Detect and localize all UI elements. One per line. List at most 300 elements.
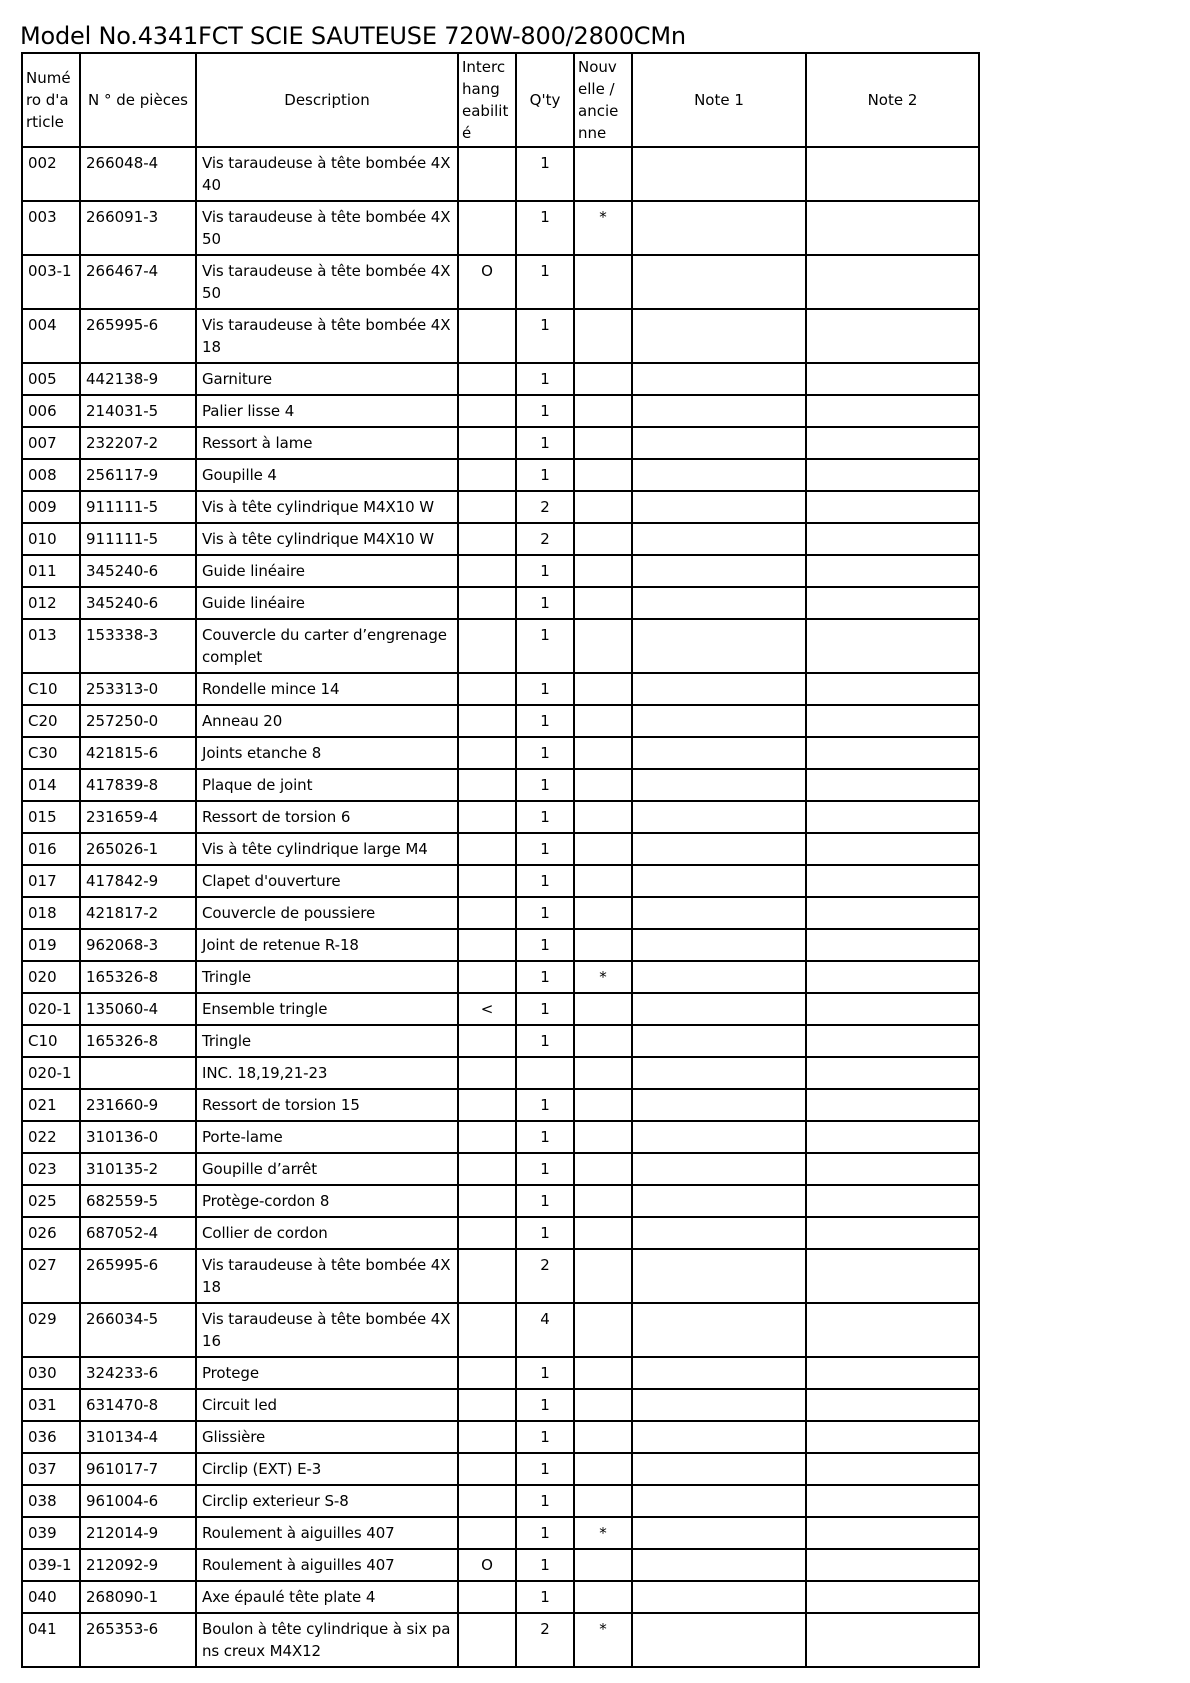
description-cell: Guide linéaire xyxy=(196,555,458,587)
part-number-cell: 310135-2 xyxy=(80,1153,196,1185)
description-cell: Couvercle de poussiere xyxy=(196,897,458,929)
note-2-cell xyxy=(806,255,979,309)
table-row xyxy=(22,1217,979,1249)
table-row xyxy=(22,1453,979,1485)
note-2-cell xyxy=(806,309,979,363)
part-number-cell: 421815-6 xyxy=(80,737,196,769)
part-number-cell: 268090-1 xyxy=(80,1581,196,1613)
note-1-cell xyxy=(632,1453,806,1485)
note-1-cell xyxy=(632,395,806,427)
item-number-cell: 003 xyxy=(22,201,80,255)
note-1-cell xyxy=(632,587,806,619)
note-1-cell xyxy=(632,201,806,255)
item-number-cell: 041 xyxy=(22,1613,80,1667)
note-1-cell xyxy=(632,427,806,459)
note-1-cell xyxy=(632,929,806,961)
part-number-cell: 962068-3 xyxy=(80,929,196,961)
note-2-cell xyxy=(806,1357,979,1389)
part-number-cell: 345240-6 xyxy=(80,555,196,587)
quantity-cell: 2 xyxy=(516,523,574,555)
description-cell: Circlip (EXT) E-3 xyxy=(196,1453,458,1485)
quantity-cell: 1 xyxy=(516,1581,574,1613)
note-1-cell xyxy=(632,619,806,673)
note-2-cell xyxy=(806,1517,979,1549)
parts-table xyxy=(21,52,980,1668)
interchangeability-cell xyxy=(458,523,516,555)
note-2-cell xyxy=(806,865,979,897)
note-1-cell xyxy=(632,897,806,929)
description-cell: Vis taraudeuse à tête bombée 4X 18 xyxy=(196,309,458,363)
note-1-cell xyxy=(632,1303,806,1357)
part-number-cell: 135060-4 xyxy=(80,993,196,1025)
note-1-cell xyxy=(632,459,806,491)
table-row xyxy=(22,1613,979,1667)
interchangeability-cell: O xyxy=(458,1549,516,1581)
quantity-cell: 1 xyxy=(516,1517,574,1549)
quantity-cell: 1 xyxy=(516,865,574,897)
note-1-cell xyxy=(632,1485,806,1517)
description-cell: Glissière xyxy=(196,1421,458,1453)
note-1-cell xyxy=(632,1249,806,1303)
part-number-cell: 961004-6 xyxy=(80,1485,196,1517)
description-cell: Anneau 20 xyxy=(196,705,458,737)
note-2-cell xyxy=(806,587,979,619)
item-number-cell: 023 xyxy=(22,1153,80,1185)
description-cell: Vis à tête cylindrique M4X10 W xyxy=(196,491,458,523)
table-row xyxy=(22,619,979,673)
table-row xyxy=(22,363,979,395)
table-row xyxy=(22,1421,979,1453)
new-old-cell xyxy=(574,1185,632,1217)
item-number-cell: 030 xyxy=(22,1357,80,1389)
item-number-cell: 007 xyxy=(22,427,80,459)
note-2-cell xyxy=(806,673,979,705)
description-cell: INC. 18,19,21-23 xyxy=(196,1057,458,1089)
item-number-cell: 039 xyxy=(22,1517,80,1549)
header-new-old: Nouv elle / ancie nne xyxy=(574,53,632,147)
table-row xyxy=(22,1389,979,1421)
note-1-cell xyxy=(632,1025,806,1057)
table-row xyxy=(22,993,979,1025)
new-old-cell: * xyxy=(574,1613,632,1667)
new-old-cell xyxy=(574,363,632,395)
new-old-cell xyxy=(574,587,632,619)
note-1-cell xyxy=(632,255,806,309)
part-number-cell: 682559-5 xyxy=(80,1185,196,1217)
item-number-cell: C10 xyxy=(22,1025,80,1057)
new-old-cell xyxy=(574,737,632,769)
table-row xyxy=(22,737,979,769)
quantity-cell: 1 xyxy=(516,801,574,833)
quantity-cell: 1 xyxy=(516,147,574,201)
note-2-cell xyxy=(806,1089,979,1121)
part-number-cell: 417842-9 xyxy=(80,865,196,897)
note-1-cell xyxy=(632,309,806,363)
table-row xyxy=(22,309,979,363)
note-1-cell xyxy=(632,769,806,801)
header-note-2: Note 2 xyxy=(806,53,979,147)
new-old-cell xyxy=(574,1249,632,1303)
interchangeability-cell xyxy=(458,929,516,961)
interchangeability-cell xyxy=(458,587,516,619)
note-2-cell xyxy=(806,523,979,555)
note-1-cell xyxy=(632,363,806,395)
new-old-cell xyxy=(574,1485,632,1517)
interchangeability-cell xyxy=(458,1025,516,1057)
note-2-cell xyxy=(806,961,979,993)
note-2-cell xyxy=(806,1121,979,1153)
part-number-cell: 266467-4 xyxy=(80,255,196,309)
table-row xyxy=(22,833,979,865)
part-number-cell: 265995-6 xyxy=(80,309,196,363)
quantity-cell: 1 xyxy=(516,555,574,587)
table-row xyxy=(22,897,979,929)
note-2-cell xyxy=(806,459,979,491)
note-1-cell xyxy=(632,961,806,993)
new-old-cell xyxy=(574,705,632,737)
note-2-cell xyxy=(806,147,979,201)
new-old-cell xyxy=(574,619,632,673)
interchangeability-cell xyxy=(458,1249,516,1303)
quantity-cell: 1 xyxy=(516,1549,574,1581)
table-row xyxy=(22,929,979,961)
part-number-cell: 631470-8 xyxy=(80,1389,196,1421)
new-old-cell xyxy=(574,897,632,929)
table-row xyxy=(22,427,979,459)
description-cell: Joint de retenue R-18 xyxy=(196,929,458,961)
description-cell: Circlip exterieur S-8 xyxy=(196,1485,458,1517)
new-old-cell xyxy=(574,491,632,523)
item-number-cell: 012 xyxy=(22,587,80,619)
quantity-cell: 1 xyxy=(516,201,574,255)
table-row xyxy=(22,769,979,801)
interchangeability-cell xyxy=(458,491,516,523)
interchangeability-cell xyxy=(458,737,516,769)
part-number-cell: 266048-4 xyxy=(80,147,196,201)
note-2-cell xyxy=(806,491,979,523)
quantity-cell: 1 xyxy=(516,309,574,363)
note-2-cell xyxy=(806,619,979,673)
note-1-cell xyxy=(632,1185,806,1217)
description-cell: Tringle xyxy=(196,1025,458,1057)
note-1-cell xyxy=(632,737,806,769)
new-old-cell xyxy=(574,833,632,865)
table-row xyxy=(22,705,979,737)
description-cell: Axe épaulé tête plate 4 xyxy=(196,1581,458,1613)
new-old-cell: * xyxy=(574,1517,632,1549)
quantity-cell: 1 xyxy=(516,459,574,491)
note-2-cell xyxy=(806,705,979,737)
part-number-cell: 266034-5 xyxy=(80,1303,196,1357)
new-old-cell xyxy=(574,801,632,833)
description-cell: Rondelle mince 14 xyxy=(196,673,458,705)
part-number-cell: 265995-6 xyxy=(80,1249,196,1303)
description-cell: Vis taraudeuse à tête bombée 4X 50 xyxy=(196,201,458,255)
item-number-cell: 029 xyxy=(22,1303,80,1357)
description-cell: Vis taraudeuse à tête bombée 4X 40 xyxy=(196,147,458,201)
item-number-cell: 002 xyxy=(22,147,80,201)
note-1-cell xyxy=(632,1517,806,1549)
table-row xyxy=(22,865,979,897)
note-2-cell xyxy=(806,769,979,801)
new-old-cell xyxy=(574,769,632,801)
description-cell: Vis à tête cylindrique large M4 xyxy=(196,833,458,865)
note-1-cell xyxy=(632,1153,806,1185)
part-number-cell: 310134-4 xyxy=(80,1421,196,1453)
quantity-cell: 2 xyxy=(516,1249,574,1303)
interchangeability-cell xyxy=(458,1453,516,1485)
quantity-cell: 1 xyxy=(516,255,574,309)
quantity-cell: 1 xyxy=(516,1217,574,1249)
note-2-cell xyxy=(806,1249,979,1303)
note-2-cell xyxy=(806,1549,979,1581)
note-2-cell xyxy=(806,929,979,961)
quantity-cell: 4 xyxy=(516,1303,574,1357)
quantity-cell: 1 xyxy=(516,1453,574,1485)
table-row xyxy=(22,801,979,833)
quantity-cell: 1 xyxy=(516,619,574,673)
note-1-cell xyxy=(632,673,806,705)
table-row xyxy=(22,201,979,255)
interchangeability-cell xyxy=(458,961,516,993)
quantity-cell xyxy=(516,1057,574,1089)
item-number-cell: 020-1 xyxy=(22,993,80,1025)
quantity-cell: 1 xyxy=(516,769,574,801)
description-cell: Joints etanche 8 xyxy=(196,737,458,769)
table-row xyxy=(22,587,979,619)
table-row xyxy=(22,523,979,555)
interchangeability-cell xyxy=(458,897,516,929)
item-number-cell: C20 xyxy=(22,705,80,737)
interchangeability-cell xyxy=(458,1217,516,1249)
new-old-cell xyxy=(574,395,632,427)
note-1-cell xyxy=(632,801,806,833)
item-number-cell: 003-1 xyxy=(22,255,80,309)
note-1-cell xyxy=(632,705,806,737)
note-2-cell xyxy=(806,1185,979,1217)
interchangeability-cell xyxy=(458,309,516,363)
interchangeability-cell xyxy=(458,619,516,673)
description-cell: Goupille 4 xyxy=(196,459,458,491)
interchangeability-cell xyxy=(458,1121,516,1153)
new-old-cell xyxy=(574,147,632,201)
quantity-cell: 1 xyxy=(516,1421,574,1453)
new-old-cell xyxy=(574,1153,632,1185)
interchangeability-cell xyxy=(458,1057,516,1089)
interchangeability-cell xyxy=(458,1485,516,1517)
item-number-cell: 022 xyxy=(22,1121,80,1153)
item-number-cell: 016 xyxy=(22,833,80,865)
description-cell: Palier lisse 4 xyxy=(196,395,458,427)
new-old-cell: * xyxy=(574,961,632,993)
note-1-cell xyxy=(632,523,806,555)
description-cell: Garniture xyxy=(196,363,458,395)
item-number-cell: 009 xyxy=(22,491,80,523)
note-2-cell xyxy=(806,427,979,459)
parts-table-body xyxy=(22,147,979,1667)
quantity-cell: 1 xyxy=(516,1389,574,1421)
item-number-cell: 040 xyxy=(22,1581,80,1613)
description-cell: Circuit led xyxy=(196,1389,458,1421)
note-1-cell xyxy=(632,1581,806,1613)
part-number-cell: 961017-7 xyxy=(80,1453,196,1485)
description-cell: Goupille d’arrêt xyxy=(196,1153,458,1185)
interchangeability-cell xyxy=(458,1357,516,1389)
part-number-cell: 310136-0 xyxy=(80,1121,196,1153)
new-old-cell xyxy=(574,1303,632,1357)
description-cell: Protege xyxy=(196,1357,458,1389)
note-2-cell xyxy=(806,1153,979,1185)
interchangeability-cell xyxy=(458,1421,516,1453)
quantity-cell: 1 xyxy=(516,993,574,1025)
header-note-1: Note 1 xyxy=(632,53,806,147)
header-quantity: Q'ty xyxy=(516,53,574,147)
interchangeability-cell xyxy=(458,801,516,833)
interchangeability-cell xyxy=(458,147,516,201)
note-2-cell xyxy=(806,1389,979,1421)
new-old-cell xyxy=(574,1581,632,1613)
interchangeability-cell xyxy=(458,363,516,395)
part-number-cell: 165326-8 xyxy=(80,961,196,993)
quantity-cell: 1 xyxy=(516,961,574,993)
item-number-cell: 015 xyxy=(22,801,80,833)
description-cell: Porte-lame xyxy=(196,1121,458,1153)
new-old-cell: * xyxy=(574,201,632,255)
header-part-number: N ° de pièces xyxy=(80,53,196,147)
part-number-cell: 324233-6 xyxy=(80,1357,196,1389)
description-cell: Couvercle du carter d’engrenage complet xyxy=(196,619,458,673)
item-number-cell: 013 xyxy=(22,619,80,673)
table-row xyxy=(22,1185,979,1217)
part-number-cell: 231659-4 xyxy=(80,801,196,833)
item-number-cell: 017 xyxy=(22,865,80,897)
description-cell: Ensemble tringle xyxy=(196,993,458,1025)
note-1-cell xyxy=(632,1217,806,1249)
note-2-cell xyxy=(806,363,979,395)
item-number-cell: 031 xyxy=(22,1389,80,1421)
page-title: Model No.4341FCT SCIE SAUTEUSE 720W-800/2800CMn xyxy=(20,22,686,50)
note-1-cell xyxy=(632,555,806,587)
interchangeability-cell xyxy=(458,865,516,897)
quantity-cell: 1 xyxy=(516,1089,574,1121)
quantity-cell: 1 xyxy=(516,1485,574,1517)
part-number-cell: 421817-2 xyxy=(80,897,196,929)
quantity-cell: 2 xyxy=(516,491,574,523)
new-old-cell xyxy=(574,1357,632,1389)
item-number-cell: 027 xyxy=(22,1249,80,1303)
item-number-cell: 006 xyxy=(22,395,80,427)
description-cell: Protège-cordon 8 xyxy=(196,1185,458,1217)
table-row xyxy=(22,1517,979,1549)
part-number-cell: 265026-1 xyxy=(80,833,196,865)
new-old-cell xyxy=(574,865,632,897)
item-number-cell: 036 xyxy=(22,1421,80,1453)
part-number-cell: 153338-3 xyxy=(80,619,196,673)
note-1-cell xyxy=(632,833,806,865)
new-old-cell xyxy=(574,1089,632,1121)
note-1-cell xyxy=(632,1057,806,1089)
note-1-cell xyxy=(632,147,806,201)
new-old-cell xyxy=(574,427,632,459)
note-2-cell xyxy=(806,555,979,587)
interchangeability-cell xyxy=(458,673,516,705)
item-number-cell: 011 xyxy=(22,555,80,587)
interchangeability-cell xyxy=(458,1089,516,1121)
table-row xyxy=(22,1057,979,1089)
item-number-cell: 019 xyxy=(22,929,80,961)
note-2-cell xyxy=(806,801,979,833)
item-number-cell: 025 xyxy=(22,1185,80,1217)
table-row xyxy=(22,673,979,705)
interchangeability-cell xyxy=(458,705,516,737)
header-item-number: Numé ro d'a rticle xyxy=(22,53,80,147)
description-cell: Plaque de joint xyxy=(196,769,458,801)
interchangeability-cell xyxy=(458,1517,516,1549)
interchangeability-cell xyxy=(458,769,516,801)
item-number-cell: 014 xyxy=(22,769,80,801)
description-cell: Vis à tête cylindrique M4X10 W xyxy=(196,523,458,555)
description-cell: Tringle xyxy=(196,961,458,993)
note-2-cell xyxy=(806,1057,979,1089)
note-2-cell xyxy=(806,1303,979,1357)
interchangeability-cell xyxy=(458,1303,516,1357)
item-number-cell: 021 xyxy=(22,1089,80,1121)
description-cell: Collier de cordon xyxy=(196,1217,458,1249)
note-2-cell xyxy=(806,1485,979,1517)
note-1-cell xyxy=(632,1121,806,1153)
table-row xyxy=(22,491,979,523)
description-cell: Vis taraudeuse à tête bombée 4X 18 xyxy=(196,1249,458,1303)
interchangeability-cell: O xyxy=(458,255,516,309)
part-number-cell: 214031-5 xyxy=(80,395,196,427)
note-1-cell xyxy=(632,993,806,1025)
note-1-cell xyxy=(632,1549,806,1581)
part-number-cell: 687052-4 xyxy=(80,1217,196,1249)
part-number-cell: 266091-3 xyxy=(80,201,196,255)
note-2-cell xyxy=(806,1025,979,1057)
quantity-cell: 1 xyxy=(516,427,574,459)
interchangeability-cell xyxy=(458,1153,516,1185)
table-row xyxy=(22,555,979,587)
part-number-cell: 231660-9 xyxy=(80,1089,196,1121)
part-number-cell: 165326-8 xyxy=(80,1025,196,1057)
description-cell: Guide linéaire xyxy=(196,587,458,619)
table-row xyxy=(22,147,979,201)
new-old-cell xyxy=(574,309,632,363)
table-header-row xyxy=(22,53,979,147)
quantity-cell: 1 xyxy=(516,1185,574,1217)
item-number-cell: 010 xyxy=(22,523,80,555)
table-row xyxy=(22,1153,979,1185)
table-row xyxy=(22,459,979,491)
table-row xyxy=(22,1357,979,1389)
table-row xyxy=(22,255,979,309)
part-number-cell: 417839-8 xyxy=(80,769,196,801)
quantity-cell: 1 xyxy=(516,929,574,961)
description-cell: Ressort de torsion 15 xyxy=(196,1089,458,1121)
table-row xyxy=(22,1121,979,1153)
description-cell: Vis taraudeuse à tête bombée 4X 50 xyxy=(196,255,458,309)
note-2-cell xyxy=(806,201,979,255)
item-number-cell: C10 xyxy=(22,673,80,705)
interchangeability-cell xyxy=(458,1581,516,1613)
description-cell: Ressort à lame xyxy=(196,427,458,459)
part-number-cell: 442138-9 xyxy=(80,363,196,395)
table-row xyxy=(22,395,979,427)
note-1-cell xyxy=(632,1613,806,1667)
quantity-cell: 1 xyxy=(516,673,574,705)
description-cell: Boulon à tête cylindrique à six pa ns creux M4X12 xyxy=(196,1613,458,1667)
